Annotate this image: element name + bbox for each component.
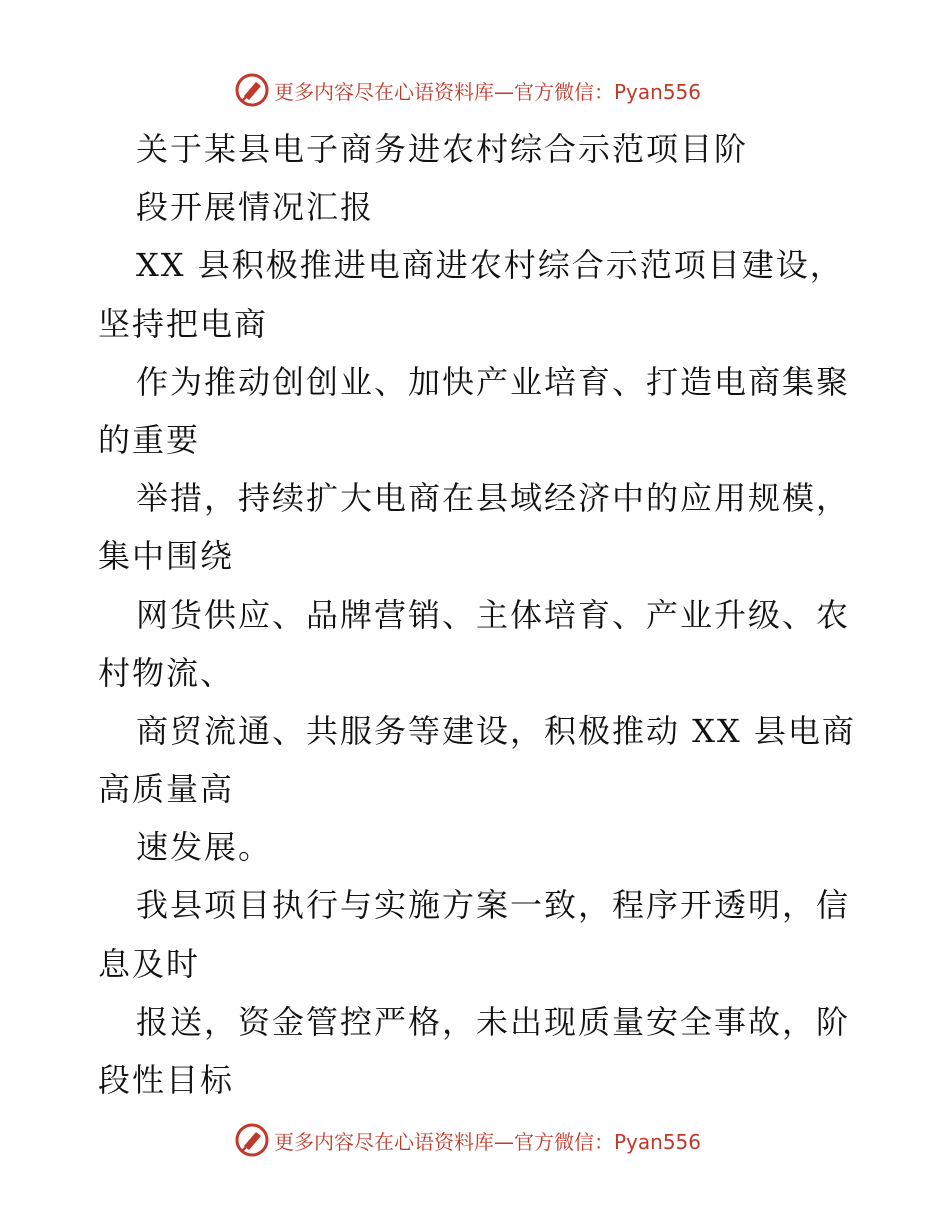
header-watermark-banner (234, 70, 701, 110)
document-text-line: 村物流、 (98, 653, 235, 692)
banner-wechat-label: 官方微信： (514, 79, 614, 104)
document-text-line: 段性目标 (98, 1061, 235, 1099)
banner-dash: — (494, 79, 514, 104)
document-text-line: 速发展。 (136, 828, 273, 867)
document-text-line: 集中围绕 (98, 537, 235, 576)
document-text-line: 我县项目执行与实施方案一致，程序开透明，信 (136, 886, 851, 925)
document-text-line: 坚持把电商 (98, 304, 269, 343)
document-text-line: 报送，资金管控严格，未出现质量安全事故，阶 (136, 1002, 851, 1041)
document-text-line: 高质量高 (98, 770, 235, 809)
banner-main-text: 更多内容尽在心语资料库 (274, 79, 494, 104)
banner-main-text: 更多内容尽在心语资料库 (274, 1129, 494, 1154)
document-text-line: 息及时 (98, 944, 201, 983)
banner-wechat-id: Pyan556 (614, 1129, 702, 1154)
document-text-line: XX 县积极推进电商进农村综合示范项目建设， (136, 246, 844, 285)
pen-nib-logo-icon (234, 72, 270, 108)
footer-watermark-banner (234, 1120, 701, 1160)
document-text-line: 举措，持续扩大电商在县域经济中的应用规模， (136, 479, 851, 518)
banner-text (274, 1126, 701, 1155)
banner-wechat-id: Pyan556 (614, 79, 702, 104)
pen-nib-logo-icon (234, 1122, 270, 1158)
document-text-line: 网货供应、品牌营销、主体培育、产业升级、农 (136, 595, 851, 634)
document-text-line: 的重要 (98, 420, 201, 459)
document-text-line: 作为推动创创业、加快产业培育、打造电商集聚 (136, 362, 851, 401)
banner-wechat-label: 官方微信： (514, 1129, 614, 1154)
document-body (98, 120, 858, 1109)
document-text-line: 商贸流通、共服务等建设，积极推动 XX 县电商 (136, 711, 856, 750)
banner-dash: — (494, 1129, 514, 1154)
document-text-line: 关于某县电子商务进农村综合示范项目阶 (136, 130, 749, 168)
banner-text (274, 76, 701, 105)
document-text-line: 段开展情况汇报 (136, 188, 375, 227)
